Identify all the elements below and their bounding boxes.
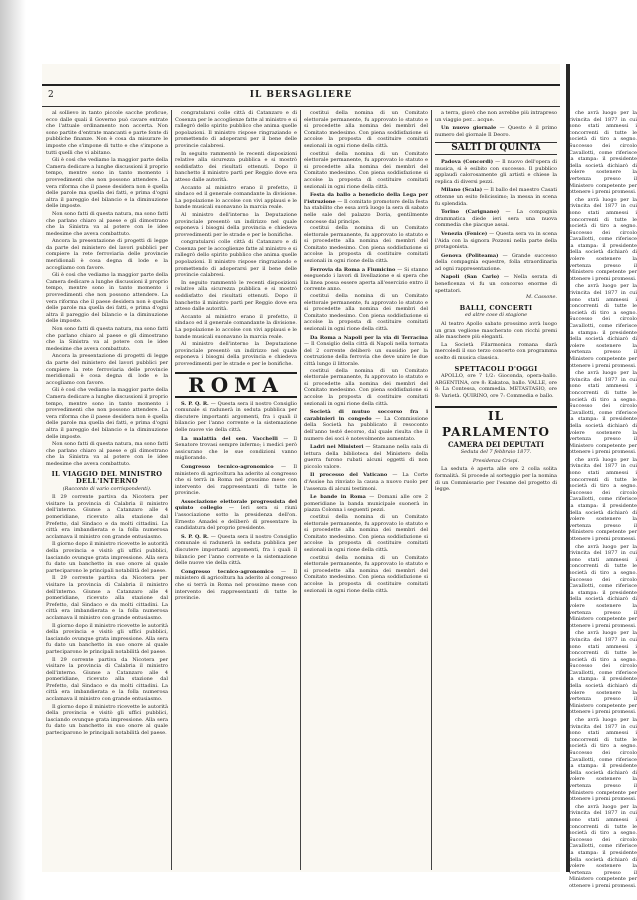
news-item-head: S. P. Q. R. xyxy=(181,533,209,540)
theatre-item xyxy=(435,231,557,251)
theatre-item-head: Torino (Carignano) xyxy=(441,209,500,216)
col1-paragraph: Il 29 corrente partiva da Nicotera per visitare la provincia di Calabria il ministro dell'interno. Giunse a Catanzaro alle 4 pomeridiane, ricevuto alla stazione dal Prefetto, dal Sindaco e da molti cittadini. La città era imbandierata e la folla numerosa acclamava il ministro con grande entusiasmo. xyxy=(46,656,168,703)
news-item xyxy=(304,335,428,368)
news-item-body: — La Corte d'Assise ha rinviato la causa a nuovo ruolo per l'assenza di alcuni testimoni. xyxy=(304,472,428,492)
col3-paragraph: costitui della nomina di un Comitato elettorale permanente, fu approvato lo statuto e si procedette alla nomina dei membri del Comitato medesimo. Con piena soddisfazione si accolse la proposta di costituire comitati sezionali in ogni rione della città. xyxy=(304,514,428,553)
theatre-item-body: — Nella serata di beneficenza vi fu un concorso enorme di spettatori. xyxy=(435,274,557,294)
theatre-item xyxy=(435,209,557,229)
col1-paragraph: Non sono fatti di questa natura, ma sono fatti che parlano chiaro al paese e gli dimostrano che la Sinistra va al potere con le idee medesime che aveva combattuto. xyxy=(46,441,168,467)
col4-paragraph: Al teatro Apollo sabato prossimo avrà luogo un gran veglione mascherato con ricchi premi alle maschere più eleganti. xyxy=(435,321,557,341)
theatre-item-head: Genova (Politeama) xyxy=(441,252,499,259)
parlamento-heading: IL PARLAMENTO xyxy=(435,406,557,440)
news-item xyxy=(304,472,428,492)
adjacent-text: che avrà luogo per la rivincita del 1877 in cui sono stati ammessi i concorrenti di tutte le società di tiro a segno. Successo dei circolo Cavallotti, come riferisce la stampa: il presidente della società dichiarò di volere sostenere la vertenza presso il Ministero competente per ottenere i premi promessi. xyxy=(569,630,637,716)
col3-paragraph: costitui della nomina di un Comitato elettorale permanente, fu approvato lo statuto e si procedette alla nomina dei membri del Comitato medesimo. Con piena soddisfazione si accolse la proposta di costituire comitati sezionali in ogni rione della città. xyxy=(304,293,428,332)
news-item-body: — Il Senatore trovasi sempre infermo; i medici però assicurano che le sue condizioni vanno migliorando. xyxy=(175,435,298,462)
adjacent-text: che avrà luogo per la rivincita del 1877 in cui sono stati ammessi i concorrenti di tutte le società di tiro a segno. Successo dei circolo Cavallotti, come riferisce la stampa: il presidente della società dichiarò di volere sostenere la vertenza presso il Ministero competente per ottenere i premi promessi. xyxy=(569,110,637,196)
book-spine-shadow xyxy=(0,0,26,900)
adjacent-text: che avrà luogo per la rivincita del 1877 in cui sono stati ammessi i concorrenti di tutte le società di tiro a segno. Successo dei circolo Cavallotti, come riferisce la stampa: il presidente della società dichiarò di volere sostenere la vertenza presso il Ministero competente per ottenere i premi promessi. xyxy=(569,196,637,282)
col1-paragraph: Ancora la presentazione di progetti di legge da parte del ministero del lavori pubblici per compiere la rete ferroviaria delle provincie meridionali è cosa degna di lode e la accogliamo con favore. xyxy=(46,353,168,386)
news-item xyxy=(304,444,428,470)
news-item-body: — Questo è il primo numero del giornale Il Deoro. xyxy=(435,125,557,138)
column-divider xyxy=(300,110,301,870)
col3-paragraph: costitui della nomina di un Comitato elettorale permanente, fu approvato lo statuto e si procedette alla nomina dei membri del Comitato medesimo. Con piena soddisfazione si accolse la proposta di costituire comitati sezionali in ogni rione della città. xyxy=(304,225,428,265)
balli-subheading: ed altre cose di stagione xyxy=(464,312,528,319)
adjacent-column xyxy=(569,110,637,889)
column-2 xyxy=(175,110,297,870)
col2-paragraph: Al ministro dell'interno la Deputazione provinciale presentò un indirizzo nel quale esponeva i bisogni della provincia e chiedeva provvedimenti per le strade e per le bonifiche. xyxy=(175,341,297,367)
page-number: 2 xyxy=(48,90,54,100)
news-item xyxy=(304,494,428,514)
camera-text: La seduta è aperta alle ore 2 colla solita formalità. Si procede al sorteggio per la nomina di un Commissario per l'esame del progetto di legge. xyxy=(435,466,557,493)
news-item xyxy=(304,192,428,225)
theatre-item-body: — La compagnia drammatica diede ieri sera una nuova commedia che piacque assai. xyxy=(435,209,557,229)
col2-paragraph: congratularsi colle città di Catanzaro e di Cosenza per le accoglienze fatte al ministro e si rallegrò dello spirito pubblico che anima quelle popolazioni. Il ministro rispose ringraziando e promettendo di adoperarsi per il bene delle provincie calabresi. xyxy=(175,110,297,149)
theatre-item xyxy=(435,187,557,207)
balli-heading: BALLI, CONCERTI xyxy=(459,303,533,312)
news-item-body: — Il Consiglio della città di Napoli nella tornata del 2 corrente deliberò un sussidio per la costruzione della ferrovia che deve unire le due città lungo il littorale. xyxy=(304,341,428,367)
header-rule xyxy=(42,106,560,107)
news-item-body: — Stamane nella sala di lettura della biblioteca del Ministero della guerra furono rubati alcuni oggetti di non piccolo valore. xyxy=(304,444,428,470)
theatre-item-body: — Il ballo del maestro Casati ottenne un esito felicissimo; la messa in scena fu splendida. xyxy=(435,187,557,207)
col3-paragraph: costitui della nomina di un Comitato elettorale permanente, fu approvato lo statuto e si procedette alla nomina dei membri del Comitato medesimo. Con piena soddisfazione si accolse la proposta di costituire comitati sezionali in ogni rione della città. xyxy=(304,554,428,594)
col3-paragraph: costitui della nomina di un Comitato elettorale permanente, fu approvato lo statuto e si procedette alla nomina dei membri del Comitato medesimo. Con piena soddisfazione si accolse la proposta di costituire comitati sezionali in ogni rione della città. xyxy=(304,367,428,407)
news-item-body: — La Commissione della Società ha pubblicato il resoconto dell'anno testé decorso, dal quale risulta che il numero dei soci è notevolmente aumentato. xyxy=(304,415,429,442)
col1-paragraph: Gli è così che vediamo la maggior parte della Camera dedicare a lunghe discussioni il proprio tempo, mentre sono in tanto momento i provvedimenti che non possono attendere. La vera riforma che il paese desidera non è quella delle parole ma quella dei fatti, e prima d'ogni altra il pareggio del bilancio e la diminuzione delle imposte. xyxy=(46,272,168,325)
news-item-head: Ferrovia da Roma a Fiumicino xyxy=(310,266,396,273)
adjacent-text: che avrà luogo per la rivincita del 1877 in cui sono stati ammessi i concorrenti di tutte le società di tiro a segno. Successo dei circolo Cavallotti, come riferisce la stampa: il presidente della società dichiarò di volere sostenere la vertenza presso il Ministero competente per ottenere i premi promessi. xyxy=(569,370,637,456)
news-item-body: — Domani alle ore 2 pomeridiane la banda municipale suonerà in piazza Colonna i seguenti pezzi. xyxy=(304,494,428,514)
col2-paragraph: Accanto al ministro erano il prefetto, il sindaco ed il generale comandante la divisione. La popolazione lo accolse con vivi applausi e le bande musicali suonavano la marcia reale. xyxy=(175,313,297,340)
col1-paragraph: Il 29 corrente partiva da Nicotera per visitare la provincia di Calabria il ministro dell'interno. Giunse a Catanzaro alle 4 pomeridiane, ricevuto alla stazione dal Prefetto, dal Sindaco e da molti cittadini. La città era imbandierata e la folla numerosa acclamava il ministro con grande entusiasmo. xyxy=(46,494,168,540)
news-item xyxy=(175,436,297,462)
top-rule xyxy=(42,84,560,86)
news-item xyxy=(175,464,297,497)
col2-paragraph: congratularsi colle città di Catanzaro e di Cosenza per le accoglienze fatte al ministro e si rallegrò dello spirito pubblico che anima quelle popolazioni. Il ministro rispose ringraziando e promettendo di adoperarsi per il bene delle provincie calabresi. xyxy=(175,239,297,279)
news-item-head: S. P. Q. R. xyxy=(181,400,209,407)
col2-paragraph: Accanto al ministro erano il prefetto, il sindaco ed il generale comandante la divisione. La popolazione lo accolse con vivi applausi e le bande musicali suonavano la marcia reale. xyxy=(175,184,297,211)
col2-paragraph: Al ministro dell'interno la Deputazione provinciale presentò un indirizzo nel quale esponeva i bisogni della provincia e chiedeva provvedimenti per le strade e per le bonifiche. xyxy=(175,211,297,238)
theatre-item-head: Milano (Scala) xyxy=(441,187,483,194)
col4-paragraph: La Società Filarmonica romana darà mercoledì il suo terzo concerto con programma scelto di musica classica. xyxy=(435,341,557,361)
theatre-item xyxy=(435,274,557,294)
column-divider xyxy=(431,110,432,870)
news-item xyxy=(435,125,557,138)
newspaper-title: IL BERSAGLIERE xyxy=(249,90,353,100)
adjacent-text: che avrà luogo per la rivincita del 1877 in cui sono stati ammessi i concorrenti di tutte le società di tiro a segno. Successo dei circolo Cavallotti, come riferisce la stampa: il presidente della società dichiarò di volere sostenere la vertenza presso il Ministero competente per ottenere i premi promessi. xyxy=(569,456,637,542)
col1-paragraph: Il giorno dopo il ministro ricevette le autorità della provincia e visitò gli uffici pubblici, lasciando ovunque grata impressione. Alla sera fu dato un banchetto in suo onore al quale parteciparono le principali notabilità del paese. xyxy=(46,622,168,655)
news-item xyxy=(304,409,428,442)
col1-paragraph: Gli è così che vediamo la maggior parte della Camera dedicare a lunghe discussioni il proprio tempo, mentre sono in tanto momento i provvedimenti che non possono attendere. La vera riforma che il paese desidera non è quella delle parole ma quella dei fatti, e prima d'ogni altra il pareggio del bilancio e la diminuzione delle imposte. xyxy=(46,157,168,210)
news-item-head: Ladri nei Ministeri xyxy=(310,444,364,451)
theatre-item-body: — Grande successo della compagnia equestre, folla straordinaria ad ogni rappresentazione. xyxy=(435,252,557,272)
news-item-body: — Il ministero di agricoltura ha aderito al congresso che si terrà in Roma nel prossimo mese con intervento dei rappresentanti di tutte le provincie. xyxy=(175,568,297,602)
col1-intro: al sollievo in tanto piccole sacche proficue, ecco dalle quali il Governo può cavare entrate che l'attuale ordinamento non accerta. Non sono partite d'entrate mancanti e parte fonte di pubbliche finanze. Non è cosa da misurare le imposte che s'impone di tutto e che s'impone a tutti quelli che vi abitano. xyxy=(46,110,168,156)
news-item xyxy=(175,499,297,532)
news-item-head: Festa da ballo a beneficio della Lega per l'istruzione xyxy=(304,192,428,205)
camera-date: Seduta del 7 febbraio 1877. xyxy=(460,449,532,456)
col1-paragraph: Non sono fatti di questa natura, ma sono fatti che parlano chiaro al paese e gli dimostrano che la Sinistra va al potere con le idee medesime che aveva combattuto. xyxy=(46,326,168,352)
theatre-item-body: — Il nuovo dell'opera di musica, si è esibito con successo. Il pubblico applaudì calorosamente gli artisti e chiese la replica di diversi pezzi. xyxy=(435,158,557,185)
theatre-item-body: — Questa sera va in scena l'Aida con la signora Pozzoni nella parte della protagonista. xyxy=(435,230,557,251)
col1-paragraph: Il giorno dopo il ministro ricevette le autorità della provincia e visitò gli uffici pubblici, lasciando ovunque grata impressione. Alla sera fu dato un banchetto in suo onore al quale parteciparono le principali notabilità del paese. xyxy=(46,703,168,737)
news-item-head: Congresso tecnico-agronomico xyxy=(181,463,274,470)
news-item-head: Il processo del Vaticano xyxy=(310,472,388,479)
theatre-item xyxy=(435,159,557,185)
column-4 xyxy=(435,110,557,870)
theatre-item xyxy=(435,253,557,273)
spettacoli-list: APOLLO, ore 7 1/2: Gioconda, opera-ballo. ARGENTINA, ore 8: Kakatoa, ballo. VALLE, ore 8: La Contessa, commedia. METASTASIO, ore 8: Varietà. QUIRINO, ore 7: Commedia e ballo. xyxy=(435,373,557,399)
camera-heading: CAMERA DEI DEPUTATI xyxy=(447,439,545,449)
page-header xyxy=(42,90,560,104)
col1-paragraph: Ancora la presentazione di progetti di legge da parte del ministero del lavori pubblici per compiere la rete ferroviaria delle provincie meridionali è cosa degna di lode e la accogliamo con favore. xyxy=(46,238,168,271)
column-divider xyxy=(171,110,172,870)
news-item-body: — Si stanno eseguendo i lavori di livellazione e si spera che la linea possa essere aperta all'esercizio entro il corrente anno. xyxy=(304,266,428,293)
news-item-head: La malattia del sen. Vacchelli xyxy=(181,435,278,442)
news-item-body: — Il ministero di agricoltura ha aderito al congresso che si terrà in Roma nel prossimo mese con intervento dei rappresentanti di tutte le provincie. xyxy=(175,463,297,497)
news-item-head: Società di mutuo soccorso fra i carabinieri in congedo xyxy=(304,409,428,422)
news-item-head: Da Roma a Napoli per la via di Terracina xyxy=(310,334,428,341)
roma-section-heading: ROMA xyxy=(175,372,297,398)
news-item-head: Associazione elettorale progressista del quinto collegio xyxy=(175,498,297,512)
col2-paragraph: In seguito rammentò le recenti disposizioni relative alla sicurezza pubblica e si mostrò soddisfatto dei risultati ottenuti. Dopo il banchetto il ministro partì per Reggio dove era atteso dalle autorità. xyxy=(175,150,297,183)
col1-paragraph: Il giorno dopo il ministro ricevette le autorità della provincia e visitò gli uffici pubblici, lasciando ovunque grata impressione. Alla sera fu dato un banchetto in suo onore al quale parteciparono le principali notabilità del paese. xyxy=(46,541,168,574)
news-item-head: Un nuovo giornale xyxy=(441,125,497,132)
col1-paragraph: Non sono fatti di questa natura, ma sono fatti che parlano chiaro al paese e gli dimostrano che la Sinistra va al potere con le idee medesime che aveva combattuto. xyxy=(46,210,168,237)
news-item-body: — Il comitato promotore della festa ha stabilito che essa avrà luogo la sera di sabato nelle sale del palazzo Doria, gentilmente concesse dal principe. xyxy=(304,198,428,225)
adjacent-text: che avrà luogo per la rivincita del 1877 in cui sono stati ammessi i concorrenti di tutte le società di tiro a segno. Successo dei circolo Cavallotti, come riferisce la stampa: il presidente della società dichiarò di volere sostenere la vertenza presso il Ministero competente per ottenere i premi promessi. xyxy=(569,717,637,803)
adjacent-text: che avrà luogo per la rivincita del 1877 in cui sono stati ammessi i concorrenti di tutte le società di tiro a segno. Successo dei circolo Cavallotti, come riferisce la stampa: il presidente della società dichiarò di volere sostenere la vertenza presso il Ministero competente per ottenere i premi promessi. xyxy=(569,543,637,629)
col3-paragraph: costitui della nomina di un Comitato elettorale permanente, fu approvato lo statuto e si procedette alla nomina dei membri del Comitato medesimo. Con piena soddisfazione si accolse la proposta di costituire comitati sezionali in ogni rione della città. xyxy=(304,150,428,190)
adjacent-page-strip xyxy=(566,64,637,889)
news-item xyxy=(175,569,297,602)
col2-paragraph: In seguito rammentò le recenti disposizioni relative alla sicurezza pubblica e si mostrò soddisfatto dei risultati ottenuti. Dopo il banchetto il ministro partì per Reggio dove era atteso dalle autorità. xyxy=(175,279,297,313)
col1-paragraph: Gli è così che vediamo la maggior parte della Camera dedicare a lunghe discussioni il proprio tempo, mentre sono in tanto momento i provvedimenti che non possono attendere. La vera riforma che il paese desidera non è quella delle parole ma quella dei fatti, e prima d'ogni altra il pareggio del bilancio e la diminuzione delle imposte. xyxy=(46,387,168,440)
col1-paragraph: Il 29 corrente partiva da Nicotera per visitare la provincia di Calabria il ministro dell'interno. Giunse a Catanzaro alle 4 pomeridiane, ricevuto alla stazione dal Prefetto, dal Sindaco e da molti cittadini. La città era imbandierata e la folla numerosa acclamava il ministro con grande entusiasmo. xyxy=(46,575,168,621)
news-item-body: — Ieri sera si riunì l'associazione sotto la presidenza dell'on. Ernesto Amadei e deliberò di presentare la candidatura del proprio presidente. xyxy=(175,505,298,532)
theatre-item-head: Padova (Concordi) xyxy=(441,158,494,165)
col4-paragraph: a terra, giovò che non avrebbe più intrapreso un viaggio per... acque. xyxy=(435,110,557,123)
column-1 xyxy=(46,110,168,870)
column-3 xyxy=(304,110,428,870)
news-item xyxy=(175,534,297,567)
salti-di-quinta-heading: SALTI DI QUINTA xyxy=(435,142,557,155)
news-item-head: Le bande in Roma xyxy=(310,494,366,501)
signature: M. Cassone. xyxy=(525,294,557,301)
news-item xyxy=(304,267,428,293)
adjacent-text: che avrà luogo per la rivincita del 1877 in cui sono stati ammessi i concorrenti di tutte le società di tiro a segno. Successo dei circolo Cavallotti, come riferisce la stampa: il presidente della società dichiarò di volere sostenere la vertenza presso il Ministero competente per ottenere i premi promessi. xyxy=(569,283,637,369)
theatre-item-head: Venezia (Fenice) xyxy=(441,230,488,237)
adjacent-text: che avrà luogo per la rivincita del 1877 in cui sono stati ammessi i concorrenti di tutte le società di tiro a segno. Successo dei circolo Cavallotti, come riferisce la stampa: il presidente della società dichiarò di volere sostenere la vertenza presso il Ministero competente per ottenere i premi promessi. xyxy=(569,803,637,889)
section-title-viaggio: IL VIAGGIO DEL MINISTRO DELL'INTERNO xyxy=(51,470,163,486)
col3-paragraph: costitui della nomina di un Comitato elettorale permanente, fu approvato lo statuto e si procedette alla nomina dei membri del Comitato medesimo. Con piena soddisfazione si accolse la proposta di costituire comitati sezionali in ogni rione della città. xyxy=(304,110,428,149)
news-item-head: Congresso tecnico-agronomico xyxy=(181,568,274,575)
camera-presidency: Presidenza Crispi. xyxy=(472,457,520,464)
news-item-body: — Questa sera il nostro Consiglio comunale si radunerà in seduta pubblica per discutere importanti argomenti, fra i quali il bilancio per l'anno corrente e la sistemazione delle nuove vie della città. xyxy=(175,400,298,433)
spettacoli-heading: SPETTACOLI D'OGGI xyxy=(454,364,538,373)
section-subtitle: (Racconto di vario corrispondenti). xyxy=(62,485,152,492)
news-item xyxy=(175,401,297,434)
theatre-item-head: Napoli (San Carlo) xyxy=(441,274,500,281)
news-item-body: — Questa sera il nostro Consiglio comunale si radunerà in seduta pubblica per discutere importanti argomenti, fra i quali il bilancio per l'anno corrente e la sistemazione delle nuove vie della città. xyxy=(175,533,298,567)
